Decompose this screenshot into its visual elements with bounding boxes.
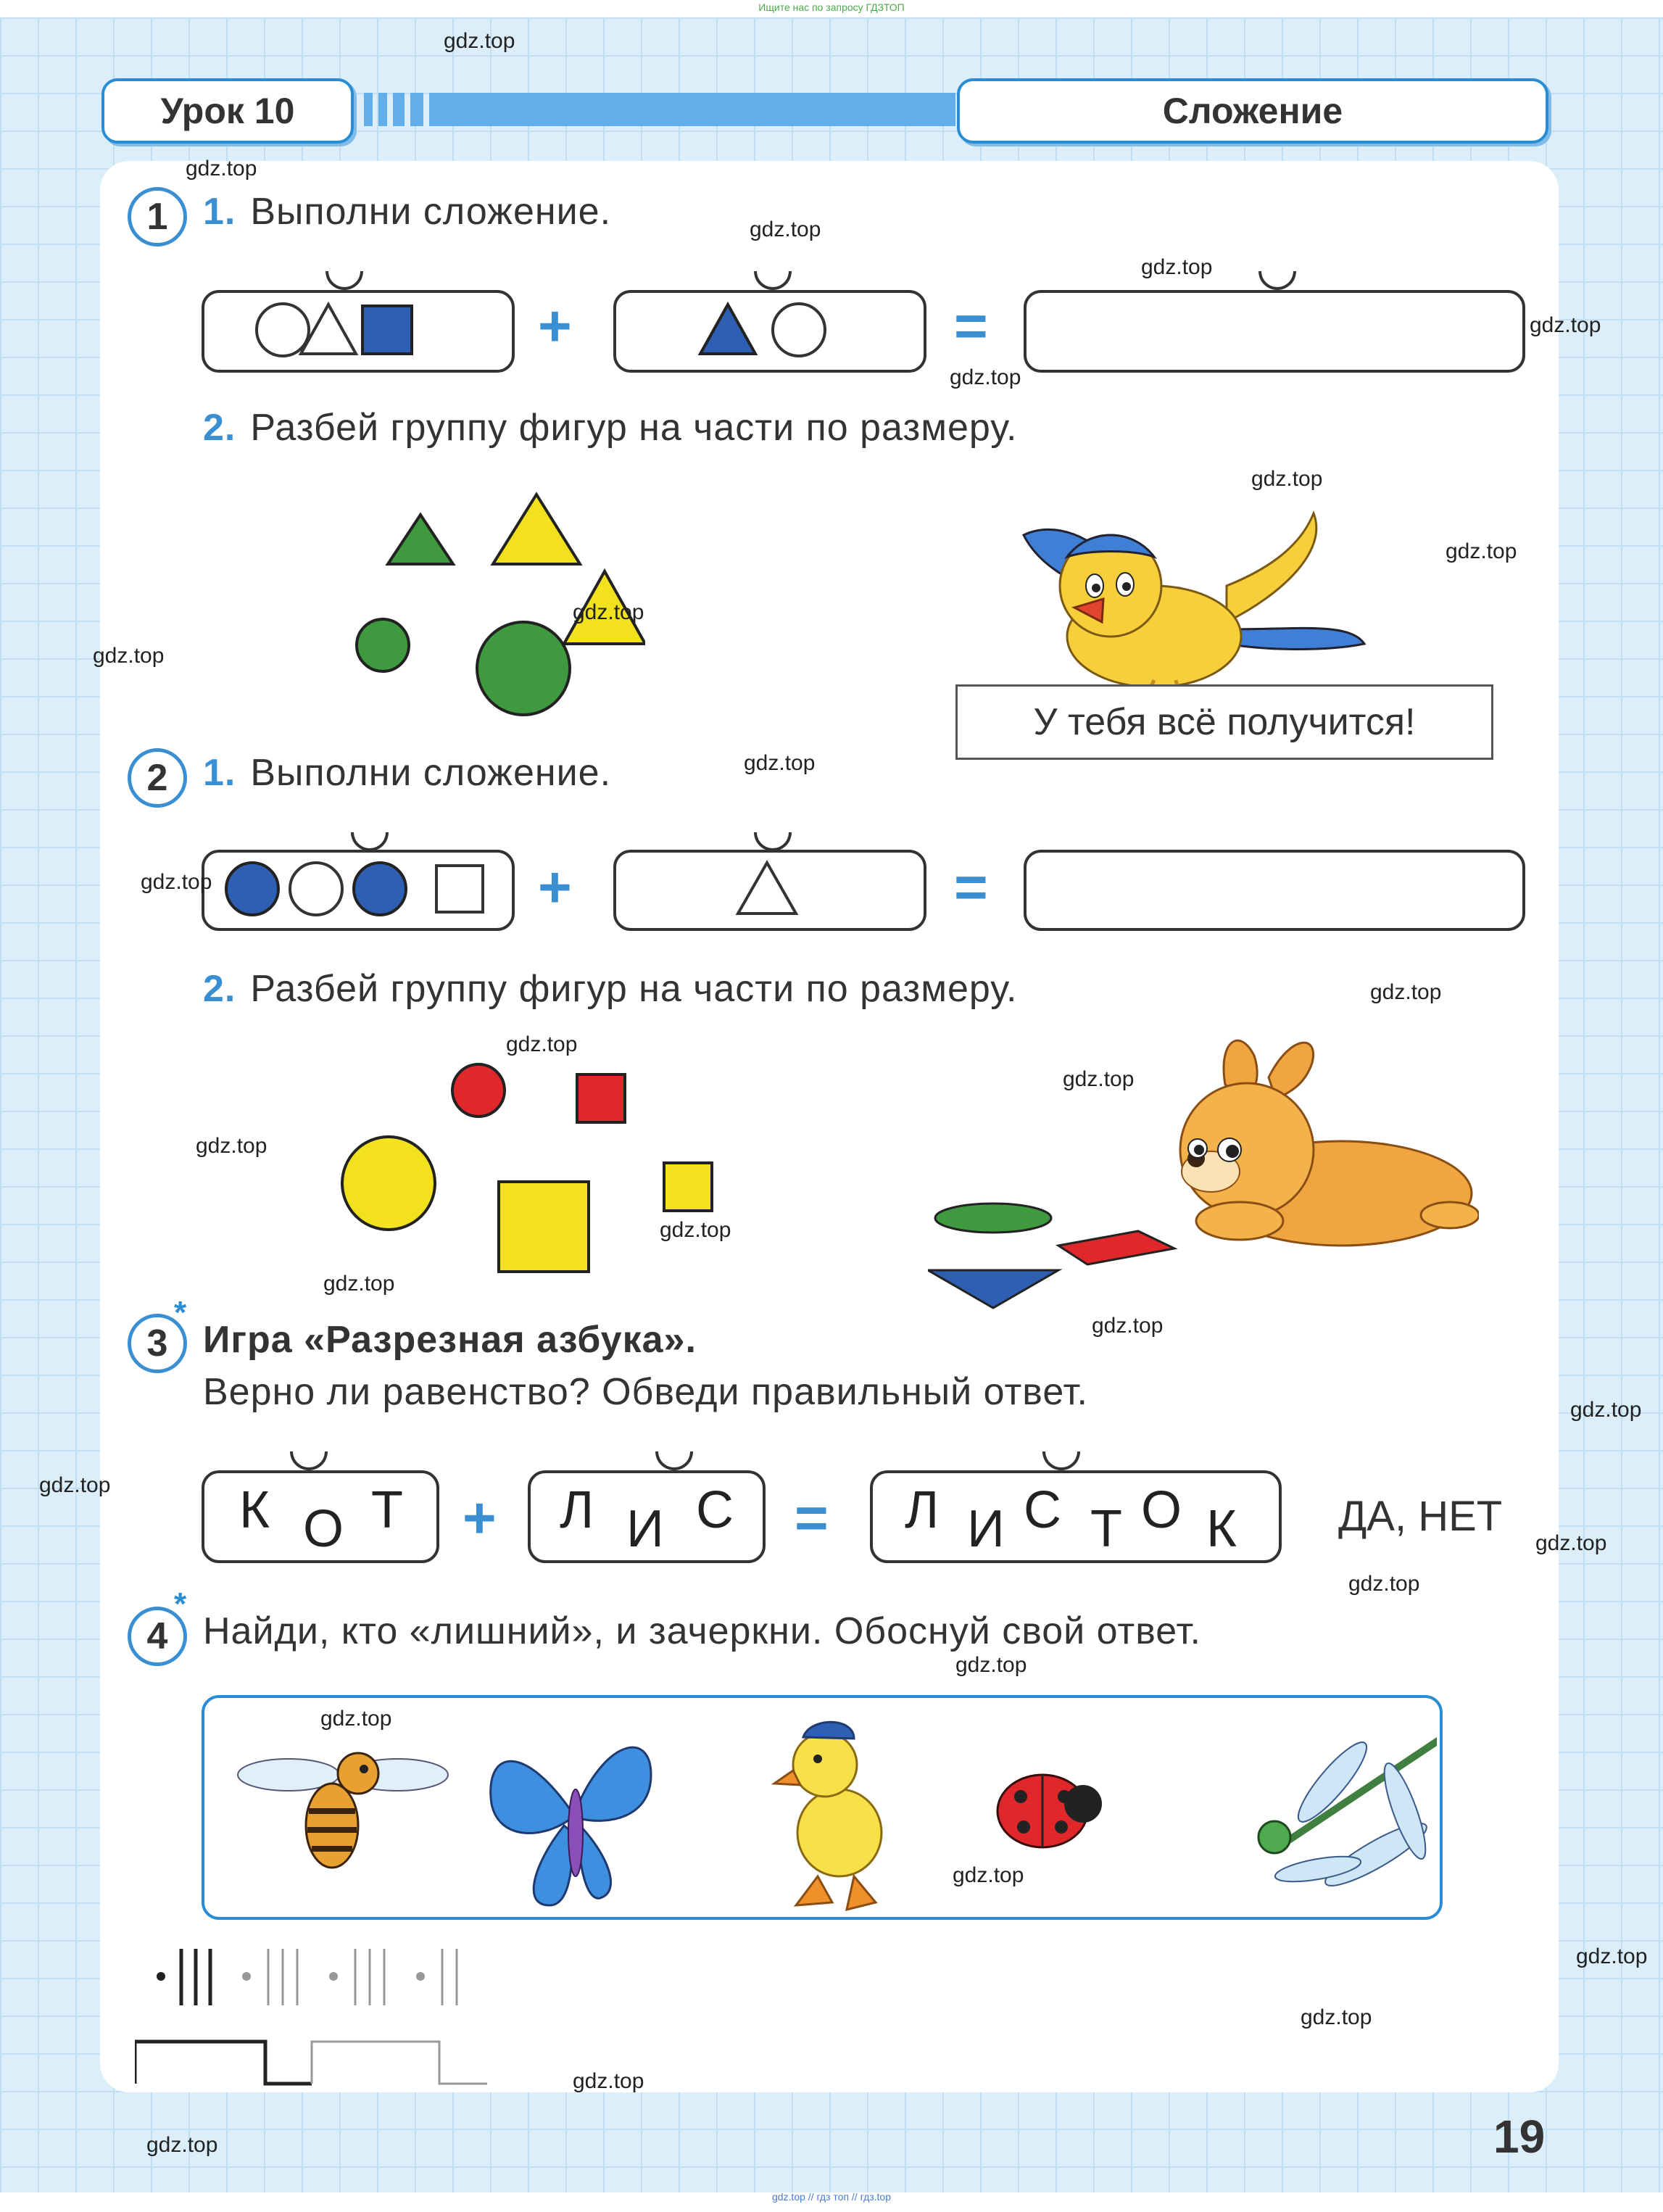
square-shape <box>362 306 412 354</box>
shape-group-3 <box>202 850 515 931</box>
bee-icon[interactable] <box>238 1753 448 1868</box>
answer-options[interactable]: ДА, НЕТ <box>1338 1493 1503 1540</box>
writing-practice <box>135 1934 497 2088</box>
word-card-3 <box>870 1470 1282 1563</box>
task-text: Выполни сложение. <box>250 752 612 794</box>
watermark: gdz.top <box>660 1218 731 1242</box>
letter: И <box>967 1500 1005 1558</box>
triangle-shape <box>700 305 755 354</box>
letter: О <box>1141 1481 1182 1539</box>
answer-box[interactable] <box>1024 290 1525 373</box>
task-text: Разбей группу фигур на части по размеру. <box>250 407 1018 449</box>
watermark: gdz.top <box>506 1032 578 1056</box>
watermark: gdz.top <box>1301 2005 1372 2029</box>
page-number: 19 <box>1493 2110 1546 2163</box>
task-number: 1. <box>203 191 236 233</box>
ladybug-icon[interactable] <box>998 1775 1102 1847</box>
letter: С <box>696 1481 734 1539</box>
equals-sign: = <box>954 855 988 919</box>
task-text: Разбей группу фигур на части по размеру. <box>250 968 1018 1010</box>
plus-sign: + <box>538 855 572 919</box>
watermark: gdz.top <box>955 1653 1027 1677</box>
word-card-1 <box>202 1470 439 1563</box>
watermark: gdz.top <box>186 157 257 181</box>
topic-title: Сложение <box>957 78 1548 144</box>
large-yellow-triangle <box>493 494 580 564</box>
letter: К <box>1206 1500 1237 1558</box>
shape-group-4 <box>613 850 926 931</box>
white-square <box>436 866 483 912</box>
watermark: gdz.top <box>953 1863 1024 1887</box>
equals-sign: = <box>954 294 988 358</box>
plus-sign: + <box>463 1486 497 1550</box>
watermark: gdz.top <box>93 644 165 668</box>
letter: И <box>626 1500 664 1558</box>
sizes-group-2 <box>333 1054 739 1279</box>
equals-sign: = <box>795 1486 829 1550</box>
circle-shape <box>257 304 309 356</box>
answer-box[interactable] <box>1024 850 1525 931</box>
watermark: gdz.top <box>323 1272 395 1296</box>
top-note: Ищите нас по запросу ГДЗТОП <box>758 1 905 13</box>
exercise-1-number: 1 <box>128 187 187 247</box>
dragonfly-icon[interactable] <box>1258 1724 1437 1895</box>
exercise-2-number: 2 <box>128 748 187 808</box>
letter: О <box>303 1500 344 1558</box>
exercise-2-task-2 <box>203 967 1017 1011</box>
lesson-label: Урок 10 <box>101 78 354 144</box>
watermark: gdz.top <box>1092 1314 1164 1338</box>
letter: С <box>1024 1481 1061 1539</box>
exercise-1-task-1 <box>203 190 611 233</box>
task-number: 2. <box>203 968 236 1010</box>
watermark: gdz.top <box>1141 255 1213 279</box>
watermark: gdz.top <box>1535 1531 1607 1555</box>
large-green-circle <box>477 622 570 715</box>
exercise-4-text: Найди, кто «лишний», и зачеркни. Обоснуй свой ответ. <box>203 1610 1201 1652</box>
white-circle <box>290 863 342 915</box>
small-red-circle <box>452 1064 505 1117</box>
watermark: gdz.top <box>1576 1944 1648 1968</box>
letter: К <box>239 1481 270 1539</box>
watermark: gdz.top <box>1063 1067 1135 1091</box>
bird-illustration <box>1009 506 1372 697</box>
blue-triangle <box>928 1270 1058 1308</box>
watermark: gdz.top <box>1251 467 1323 491</box>
letter: Л <box>905 1481 940 1539</box>
star-mark: * <box>174 1586 187 1622</box>
large-yellow-circle <box>342 1137 435 1230</box>
watermark: gdz.top <box>1348 1572 1420 1596</box>
watermark: gdz.top <box>1446 539 1517 563</box>
speech-bubble: У тебя всё получится! <box>955 684 1493 760</box>
watermark: gdz.top <box>573 600 644 624</box>
green-ellipse <box>935 1204 1051 1233</box>
white-triangle <box>738 863 796 914</box>
small-green-circle <box>357 619 409 671</box>
plus-sign: + <box>538 294 572 358</box>
watermark: gdz.top <box>750 218 821 241</box>
butterfly-icon[interactable] <box>491 1747 651 1905</box>
letter: Л <box>560 1481 594 1539</box>
bottom-note: gdz.top // гдз топ // гдз.top <box>771 2191 892 2203</box>
task-number: 1. <box>203 752 236 794</box>
watermark: gdz.top <box>196 1134 268 1158</box>
watermark: gdz.top <box>1370 980 1442 1004</box>
watermark: gdz.top <box>573 2069 644 2093</box>
watermark: gdz.top <box>1530 313 1601 337</box>
task-number: 2. <box>203 407 236 449</box>
exercise-4-number: 4 <box>128 1607 187 1666</box>
hare-illustration <box>1145 1027 1479 1259</box>
watermark: gdz.top <box>320 1707 392 1731</box>
large-yellow-square <box>499 1182 589 1272</box>
watermark: gdz.top <box>744 751 816 775</box>
letter: Т <box>371 1481 403 1539</box>
duckling-icon[interactable] <box>774 1722 882 1910</box>
blue-circle <box>226 863 278 915</box>
shape-group-2 <box>613 290 926 373</box>
exercise-1-task-2 <box>203 406 1017 450</box>
small-yellow-square <box>664 1163 712 1211</box>
watermark: gdz.top <box>39 1473 111 1497</box>
watermark: gdz.top <box>444 29 515 53</box>
blue-circle <box>354 863 406 915</box>
watermark: gdz.top <box>950 365 1021 389</box>
exercise-3-number: 3 <box>128 1314 187 1373</box>
small-green-triangle <box>388 515 453 564</box>
circle-shape <box>773 304 825 356</box>
shape-group-1 <box>202 290 515 373</box>
small-red-square <box>577 1074 625 1122</box>
exercise-2-task-1 <box>203 751 611 795</box>
watermark: gdz.top <box>146 2133 218 2157</box>
letter: Т <box>1090 1500 1122 1558</box>
exercise-3-question: Верно ли равенство? Обведи правильный ответ. <box>203 1371 1089 1413</box>
word-card-2 <box>528 1470 766 1563</box>
exercise-3-title: Игра «Разрезная азбука». <box>203 1319 697 1361</box>
task-text: Выполни сложение. <box>250 191 612 233</box>
watermark: gdz.top <box>1570 1398 1642 1422</box>
star-mark: * <box>174 1295 187 1330</box>
watermark: gdz.top <box>141 870 212 894</box>
